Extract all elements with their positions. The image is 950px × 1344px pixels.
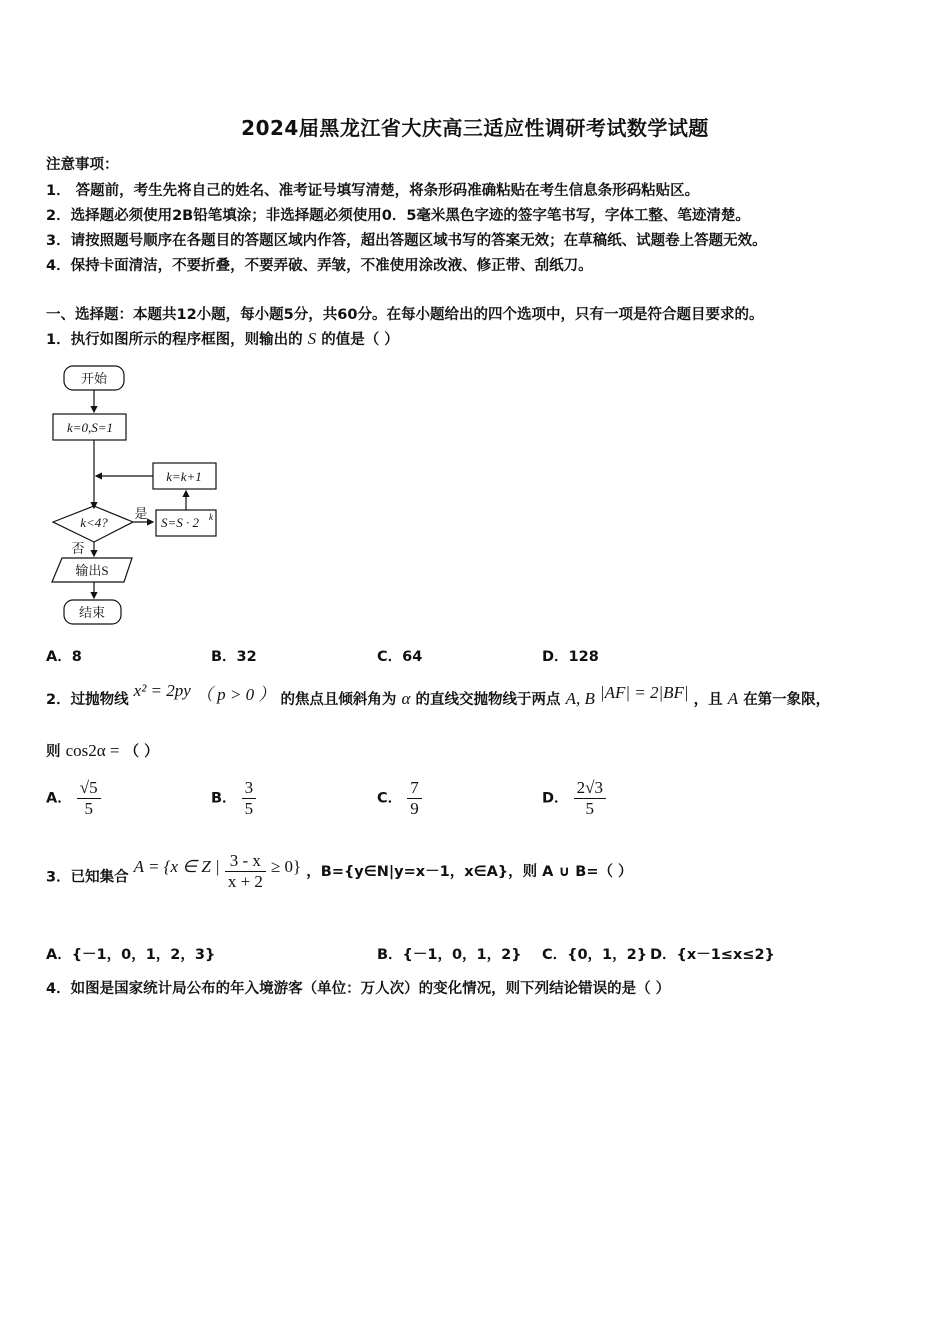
- q2-option-a: [46, 778, 101, 819]
- q2-abs-condition: |AF| = 2|BF|: [599, 683, 689, 702]
- q1-stem: [46, 328, 399, 349]
- flow-start-label: 开始: [80, 371, 108, 386]
- exam-title: 2024届黑龙江省大庆高三适应性调研考试数学试题: [241, 116, 709, 140]
- q2-cos: cos2α =: [65, 741, 120, 760]
- q2-line2a: 则: [46, 744, 61, 760]
- q3-option-c: C．{0，1，2}: [542, 947, 648, 963]
- q3-stem: [46, 851, 633, 898]
- flow-cond-label: k<4?: [80, 515, 108, 530]
- q3-frac-den: x + 2: [227, 872, 263, 891]
- q2-p1: 2．过抛物线: [46, 692, 129, 708]
- q2-parabola-eq: x² = 2py: [133, 681, 191, 700]
- q2-stem: [46, 681, 831, 715]
- flow-init-label: k=0,S=1: [66, 420, 114, 435]
- q2-option-b: [211, 778, 256, 819]
- q2-option-label: D．: [542, 790, 569, 807]
- q2-points: A, B: [565, 689, 595, 708]
- q2-option-num: √5: [79, 778, 98, 797]
- q1-option-b: B．32: [211, 649, 257, 665]
- q2-option-num: 7: [407, 778, 422, 799]
- q3-option-a: A．{－1，0，1，2，3}: [46, 947, 216, 963]
- q2-p3: 的直线交抛物线于两点: [415, 692, 561, 708]
- notice-item: 4．保持卡面清洁，不要折叠，不要弄破、弄皱，不准使用涂改液、修正带、刮纸刀。: [46, 258, 593, 274]
- q2-alpha: α: [401, 689, 411, 708]
- flow-body-label: S=S · 2: [160, 515, 200, 530]
- q2-option-den: 5: [77, 798, 101, 819]
- flow-end-label: 结束: [78, 605, 106, 620]
- q2-option-den: 5: [585, 799, 595, 818]
- notice-item: 1． 答题前，考生先将自己的姓名、准考证号填写清楚，将条形码准确粘贴在考生信息条形码粘贴区。: [46, 183, 700, 199]
- q3-frac-num: 3 - x: [225, 851, 266, 872]
- q2-option-label: A．: [46, 790, 72, 807]
- q3-p1: 3．已知集合: [46, 869, 129, 886]
- q2-option-d: [542, 778, 606, 819]
- q2-condition: （ p > 0 ）: [195, 685, 276, 704]
- q1-var: S: [307, 329, 317, 348]
- q2-option-c: [377, 778, 422, 819]
- q1-option-d: D．128: [542, 649, 599, 665]
- flowchart: [40, 360, 240, 630]
- q1-option-a: A．8: [46, 649, 82, 665]
- q1-stem-b: 的值是（ ）: [321, 332, 399, 348]
- q2-option-num: 3: [242, 778, 257, 799]
- flow-yes-label: 是: [134, 506, 148, 521]
- q3-p2: ，B={y∈N|y=x－1，x∈A}，则 A ∪ B=（ ）: [306, 863, 633, 880]
- flow-output-label: 输出S: [75, 563, 109, 578]
- q2-p5: 在第一象限，: [743, 692, 831, 708]
- notice-heading: 注意事项：: [46, 157, 119, 173]
- q2-option-label: C．: [377, 790, 403, 807]
- q2-line2: [46, 740, 159, 761]
- q2-p2: 的焦点且倾斜角为: [280, 692, 397, 708]
- flow-update-label: k=k+1: [166, 469, 202, 484]
- q2-point-a: A: [727, 689, 739, 708]
- notice-item: 3．请按照题号顺序在各题目的答题区域内作答，超出答题区域书写的答案无效；在草稿纸、试题卷上答题无效。: [46, 233, 767, 249]
- q3-set-left: A = {x ∈ Z |: [133, 856, 220, 876]
- q2-option-label: B．: [211, 790, 237, 807]
- flow-body-exponent: k: [209, 512, 213, 522]
- q2-option-num: 2√3: [574, 778, 606, 799]
- q2-option-den: 5: [244, 799, 254, 818]
- section-heading: 一、选择题：本题共12小题，每小题5分，共60分。在每小题给出的四个选项中，只有一项是符合题目要求的。: [46, 307, 764, 323]
- flow-no-label: 否: [71, 541, 85, 556]
- q3-option-b: B．{－1，0，1，2}: [377, 947, 522, 963]
- q3-option-d: D．{x－1≤x≤2}: [650, 947, 775, 963]
- q2-p4: ，且: [693, 692, 723, 708]
- q4-stem: 4．如图是国家统计局公布的年入境游客（单位：万人次）的变化情况，则下列结论错误的是（ ）: [46, 981, 671, 997]
- q2-line2b: （ ）: [124, 744, 159, 760]
- q1-option-c: C．64: [377, 649, 423, 665]
- notice-item: 2．选择题必须使用2B铅笔填涂；非选择题必须使用0．5毫米黑色字迹的签字笔书写，字体工整、笔迹清楚。: [46, 208, 750, 224]
- q3-set-right: ≥ 0}: [270, 856, 302, 876]
- q1-stem-a: 1．执行如图所示的程序框图，则输出的: [46, 332, 303, 348]
- q2-option-den: 9: [410, 799, 419, 818]
